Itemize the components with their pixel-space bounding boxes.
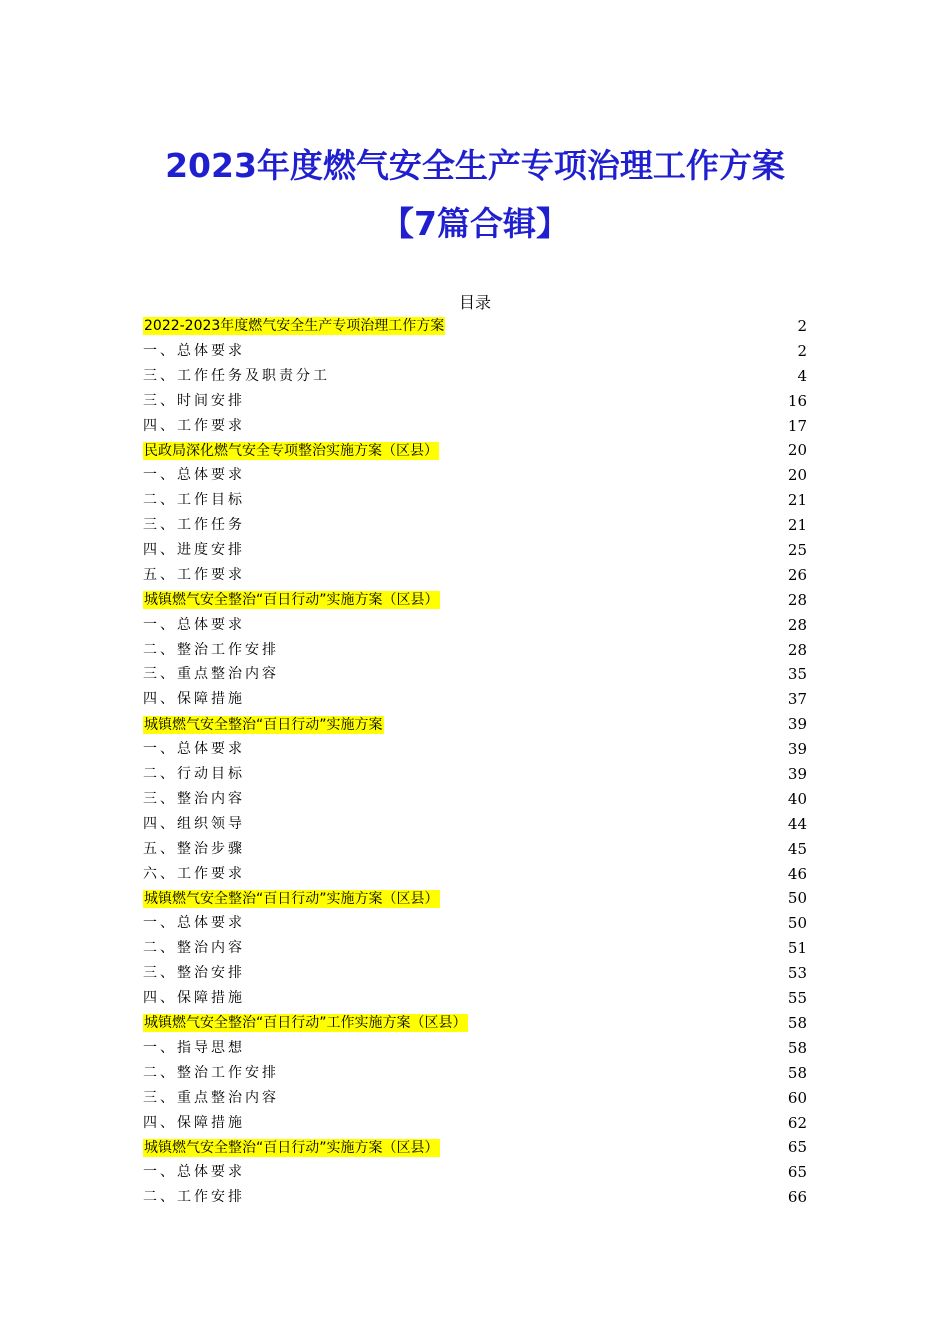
table-of-contents — [143, 314, 807, 1210]
toc-entry-label: 民政局深化燃气安全专项整治实施方案（区县） — [144, 442, 438, 459]
toc-page-number: 39 — [787, 765, 807, 784]
toc-page-number: 53 — [787, 964, 807, 983]
toc-item-entry[interactable] — [143, 1185, 807, 1210]
toc-page-number: 60 — [787, 1088, 807, 1107]
toc-entry-label: 二、工作安排 — [143, 1189, 245, 1206]
toc-page-number: 28 — [787, 590, 807, 609]
toc-page-number: 35 — [787, 665, 807, 684]
toc-item-entry[interactable] — [143, 488, 807, 513]
toc-entry-label: 一、总体要求 — [143, 1164, 245, 1181]
toc-page-number: 26 — [787, 565, 807, 584]
toc-page-number: 46 — [787, 864, 807, 883]
toc-page-number: 58 — [787, 1013, 807, 1032]
toc-page-number: 50 — [787, 914, 807, 933]
toc-entry-label: 五、整治步骤 — [143, 840, 245, 857]
toc-item-entry[interactable] — [143, 787, 807, 812]
toc-item-entry[interactable] — [143, 1086, 807, 1111]
toc-page-number: 44 — [787, 814, 807, 833]
toc-item-entry[interactable] — [143, 513, 807, 538]
toc-entry-label: 三、整治安排 — [143, 965, 245, 982]
toc-entry-label: 一、总体要求 — [143, 915, 245, 932]
toc-entry-label: 2022-2023年度燃气安全生产专项治理工作方案 — [144, 318, 445, 335]
toc-entry-label: 五、工作要求 — [143, 566, 245, 583]
toc-page-number: 2 — [797, 317, 807, 335]
toc-item-entry[interactable] — [143, 613, 807, 638]
toc-entry-label: 四、保障措施 — [143, 691, 245, 708]
toc-entry-label: 一、总体要求 — [143, 467, 245, 484]
toc-item-entry[interactable] — [143, 762, 807, 787]
toc-item-entry[interactable] — [143, 737, 807, 762]
toc-page-number: 21 — [787, 491, 807, 510]
toc-entry-label: 四、工作要求 — [143, 417, 245, 434]
toc-page-number: 28 — [787, 615, 807, 634]
toc-item-entry[interactable] — [143, 961, 807, 986]
toc-item-entry[interactable] — [143, 463, 807, 488]
toc-entry-label: 城镇燃气安全整治“百日行动”实施方案 — [144, 716, 383, 733]
toc-page-number: 66 — [787, 1188, 807, 1207]
toc-page-number: 39 — [787, 740, 807, 759]
toc-page-number: 21 — [787, 516, 807, 535]
toc-entry-label: 二、整治工作安排 — [143, 641, 279, 658]
toc-entry-label: 三、重点整治内容 — [143, 666, 279, 683]
toc-item-entry[interactable] — [143, 339, 807, 364]
toc-item-entry[interactable] — [143, 563, 807, 588]
toc-entry-label: 三、重点整治内容 — [143, 1089, 279, 1106]
toc-entry-label: 城镇燃气安全整治“百日行动”实施方案（区县） — [144, 890, 439, 907]
toc-page-number: 62 — [787, 1113, 807, 1132]
toc-section-entry[interactable] — [143, 438, 807, 463]
toc-item-entry[interactable] — [143, 837, 807, 862]
toc-item-entry[interactable] — [143, 1111, 807, 1136]
toc-entry-label: 二、整治工作安排 — [143, 1064, 279, 1081]
toc-entry-label: 一、总体要求 — [143, 616, 245, 633]
toc-item-entry[interactable] — [143, 936, 807, 961]
toc-heading: 目录 — [458, 293, 491, 312]
toc-page-number: 50 — [787, 889, 807, 908]
toc-entry-label: 一、总体要求 — [143, 741, 245, 758]
toc-page-number: 16 — [787, 391, 807, 410]
toc-entry-label: 二、行动目标 — [143, 766, 245, 783]
toc-page-number: 4 — [797, 366, 807, 385]
toc-entry-label: 一、指导思想 — [143, 1039, 245, 1056]
toc-entry-label: 四、保障措施 — [143, 1114, 245, 1131]
toc-section-entry[interactable] — [143, 588, 807, 613]
toc-page-number: 39 — [787, 715, 807, 734]
toc-entry-label: 六、工作要求 — [143, 865, 245, 882]
toc-item-entry[interactable] — [143, 862, 807, 887]
toc-page-number: 20 — [787, 466, 807, 485]
toc-item-entry[interactable] — [143, 538, 807, 563]
toc-page-number: 51 — [787, 939, 807, 958]
toc-page-number: 20 — [787, 441, 807, 460]
toc-entry-label: 二、整治内容 — [143, 940, 245, 957]
toc-page-number: 65 — [787, 1138, 807, 1157]
toc-item-entry[interactable] — [143, 364, 807, 389]
toc-entry-label: 城镇燃气安全整治“百日行动”实施方案（区县） — [144, 592, 439, 609]
toc-entry-label: 三、工作任务 — [143, 517, 245, 534]
toc-section-entry[interactable] — [143, 1011, 807, 1036]
toc-entry-label: 四、进度安排 — [143, 542, 245, 559]
toc-entry-label: 四、保障措施 — [143, 990, 245, 1007]
toc-page-number: 28 — [787, 640, 807, 659]
toc-page-number: 65 — [787, 1163, 807, 1182]
toc-section-entry[interactable] — [143, 314, 807, 339]
toc-item-entry[interactable] — [143, 687, 807, 712]
toc-item-entry[interactable] — [143, 911, 807, 936]
toc-item-entry[interactable] — [143, 1160, 807, 1185]
toc-item-entry[interactable] — [143, 389, 807, 414]
toc-page-number: 17 — [787, 416, 807, 435]
toc-page-number: 2 — [797, 341, 807, 360]
toc-section-entry[interactable] — [143, 886, 807, 911]
toc-item-entry[interactable] — [143, 812, 807, 837]
toc-entry-label: 三、整治内容 — [143, 790, 245, 807]
document-title-line1: 2023年度燃气安全生产专项治理工作方案 — [165, 146, 785, 185]
toc-page-number: 58 — [787, 1038, 807, 1057]
toc-entry-label: 二、工作目标 — [143, 492, 245, 509]
toc-entry-label: 三、时间安排 — [143, 392, 245, 409]
toc-page-number: 45 — [787, 839, 807, 858]
toc-item-entry[interactable] — [143, 1036, 807, 1061]
toc-page-number: 25 — [787, 541, 807, 560]
toc-section-entry[interactable] — [143, 1135, 807, 1160]
toc-section-entry[interactable] — [143, 712, 807, 737]
toc-page-number: 55 — [787, 989, 807, 1008]
toc-item-entry[interactable] — [143, 414, 807, 439]
toc-page-number: 37 — [787, 690, 807, 709]
toc-entry-label: 城镇燃气安全整治“百日行动”实施方案（区县） — [144, 1139, 439, 1156]
document-title-line2: 【7篇合辑】 — [381, 204, 569, 243]
toc-item-entry[interactable] — [143, 662, 807, 687]
toc-page-number: 58 — [787, 1063, 807, 1082]
toc-item-entry[interactable] — [143, 986, 807, 1011]
toc-entry-label: 四、组织领导 — [143, 815, 245, 832]
toc-item-entry[interactable] — [143, 1061, 807, 1086]
toc-item-entry[interactable] — [143, 638, 807, 663]
toc-entry-label: 城镇燃气安全整治“百日行动”工作实施方案（区县） — [144, 1015, 467, 1032]
toc-page-number: 40 — [787, 789, 807, 808]
toc-entry-label: 三、工作任务及职责分工 — [143, 367, 330, 384]
toc-entry-label: 一、总体要求 — [143, 342, 245, 359]
